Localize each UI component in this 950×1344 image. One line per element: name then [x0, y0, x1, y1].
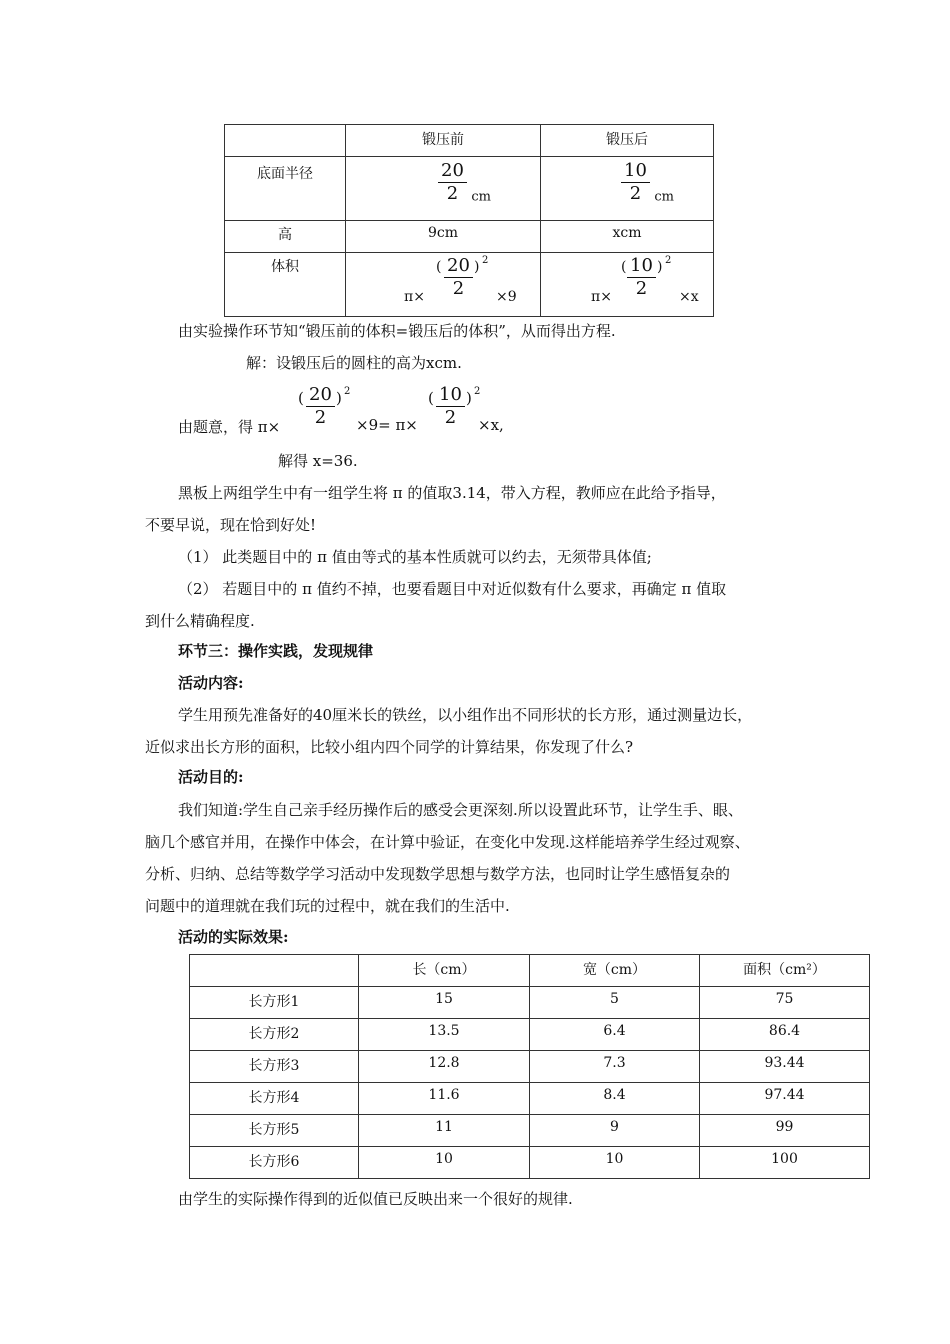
activity-purpose-heading: 活动目的: — [178, 768, 244, 786]
rect-area: 75 — [700, 987, 870, 1019]
forge-header-empty — [225, 125, 346, 157]
eq-mid: ×9= π× — [356, 416, 418, 434]
rect-label: 长方形3 — [190, 1051, 359, 1083]
rectangle-table — [189, 954, 870, 1179]
para-purpose-4: 问题中的道理就在我们玩的过程中，就在我们的生活中. — [145, 897, 510, 915]
para-purpose-2: 脑几个感官并用，在操作中体会，在计算中验证，在变化中发现.这样能培养学生经过观察、 — [145, 833, 750, 851]
volume-label: 体积 — [225, 253, 346, 317]
para-conclusion: 由学生的实际操作得到的近似值已反映出来一个很好的规律. — [178, 1190, 573, 1208]
table-row — [190, 1115, 870, 1147]
para-solution-setup: 解：设锻压后的圆柱的高为xcm. — [246, 354, 462, 372]
rect-area: 99 — [700, 1115, 870, 1147]
para-activity-2: 近似求出长方形的面积，比较小组内四个同学的计算结果，你发现了什么? — [145, 738, 634, 756]
rect-header-empty — [190, 955, 359, 987]
rect-label: 长方形1 — [190, 987, 359, 1019]
after-volume-exp: 2 — [665, 255, 672, 266]
eq-end: ×x, — [478, 416, 504, 434]
rect-header-length: 长（cm） — [359, 955, 530, 987]
rect-header-width: 宽（cm） — [530, 955, 700, 987]
para-purpose-1: 我们知道:学生自己亲手经历操作后的感受会更深刻.所以设置此环节，让学生手、眼、 — [178, 801, 743, 819]
rect-width: 6.4 — [530, 1019, 700, 1051]
after-volume-rparen: ) — [657, 259, 663, 275]
after-radius-num: 10 — [621, 160, 650, 183]
rect-length: 12.8 — [359, 1051, 530, 1083]
rect-width: 8.4 — [530, 1083, 700, 1115]
para-teacher-note-2: 不要早说，现在恰到好处! — [145, 516, 317, 534]
before-volume — [346, 253, 541, 317]
before-volume-tail: ×9 — [496, 289, 517, 305]
after-volume — [541, 253, 714, 317]
activity-content-heading: 活动内容: — [178, 674, 244, 692]
para-volume-equal: 由实验操作环节知“锻压前的体积=锻压后的体积”，从而得出方程. — [178, 322, 616, 340]
eq-frac2-den: 2 — [444, 407, 457, 428]
rect-length: 13.5 — [359, 1019, 530, 1051]
rect-width: 9 — [530, 1115, 700, 1147]
rect-length: 15 — [359, 987, 530, 1019]
table-row — [190, 1019, 870, 1051]
rect-width: 5 — [530, 987, 700, 1019]
table-row — [190, 1051, 870, 1083]
before-radius-unit: cm — [471, 189, 491, 205]
rect-area: 86.4 — [700, 1019, 870, 1051]
forge-header-before: 锻压前 — [346, 125, 541, 157]
rect-header-area: 面积（cm²） — [700, 955, 870, 987]
rect-label: 长方形6 — [190, 1147, 359, 1179]
after-radius — [541, 157, 714, 221]
eq-frac1-num: 20 — [306, 384, 335, 407]
eq-frac1-exp: 2 — [344, 386, 351, 397]
eq-frac1-lparen: ( — [298, 389, 304, 407]
equation-line — [178, 384, 578, 440]
before-radius-den: 2 — [446, 183, 459, 204]
eq-frac2-lparen: ( — [428, 389, 434, 407]
after-volume-tail: ×x — [679, 289, 699, 305]
para-point-2b: 到什么精确程度. — [145, 612, 255, 630]
before-radius-num: 20 — [438, 160, 467, 183]
height-label: 高 — [225, 221, 346, 253]
after-volume-pi: π× — [591, 289, 612, 305]
eq-frac2-rparen: ) — [466, 389, 472, 407]
before-volume-pi: π× — [404, 289, 425, 305]
rect-width: 10 — [530, 1147, 700, 1179]
before-volume-num: 20 — [444, 255, 473, 278]
rect-width: 7.3 — [530, 1051, 700, 1083]
eq-frac1-den: 2 — [314, 407, 327, 428]
after-height: xcm — [541, 221, 714, 253]
eq-frac1-rparen: ) — [336, 389, 342, 407]
para-teacher-note-1: 黑板上两组学生中有一组学生将 π 的值取3.14，带入方程，教师应在此给予指导， — [178, 484, 726, 502]
after-radius-den: 2 — [629, 183, 642, 204]
rect-label: 长方形4 — [190, 1083, 359, 1115]
rect-area: 93.44 — [700, 1051, 870, 1083]
before-volume-den: 2 — [452, 278, 465, 299]
before-height: 9cm — [346, 221, 541, 253]
radius-label: 底面半径 — [225, 157, 346, 221]
eq-prefix: 由题意，得 π× — [178, 418, 281, 436]
para-activity-1: 学生用预先准备好的40厘米长的铁丝，以小组作出不同形状的长方形，通过测量边长， — [178, 706, 753, 724]
rect-label: 长方形5 — [190, 1115, 359, 1147]
after-radius-unit: cm — [654, 189, 674, 205]
section-heading: 环节三：操作实践，发现规律 — [178, 642, 374, 660]
actual-effect-heading: 活动的实际效果: — [178, 928, 289, 946]
after-volume-den: 2 — [635, 278, 648, 299]
forge-table — [224, 124, 714, 317]
before-radius — [346, 157, 541, 221]
before-volume-exp: 2 — [482, 255, 489, 266]
rect-length: 11 — [359, 1115, 530, 1147]
para-purpose-3: 分析、归纳、总结等数学学习活动中发现数学思想与数学方法，也同时让学生感悟复杂的 — [145, 865, 731, 883]
before-volume-lparen: ( — [436, 259, 442, 275]
eq-frac2-num: 10 — [436, 384, 465, 407]
para-point-1: （1） 此类题目中的 π 值由等式的基本性质就可以约去，无须带具体值; — [178, 548, 652, 566]
rect-label: 长方形2 — [190, 1019, 359, 1051]
para-point-2a: （2） 若题目中的 π 值约不掉，也要看题目中对近似数有什么要求，再确定 π 值取 — [178, 580, 727, 598]
rect-length: 11.6 — [359, 1083, 530, 1115]
after-volume-lparen: ( — [621, 259, 627, 275]
table-row — [190, 1083, 870, 1115]
rect-length: 10 — [359, 1147, 530, 1179]
eq-frac2-exp: 2 — [474, 386, 481, 397]
rect-area: 97.44 — [700, 1083, 870, 1115]
forge-header-after: 锻压后 — [541, 125, 714, 157]
before-volume-rparen: ) — [474, 259, 480, 275]
para-solve-result: 解得 x=36. — [278, 452, 358, 470]
table-row — [190, 1147, 870, 1179]
after-volume-num: 10 — [627, 255, 656, 278]
rect-area: 100 — [700, 1147, 870, 1179]
table-row — [190, 987, 870, 1019]
